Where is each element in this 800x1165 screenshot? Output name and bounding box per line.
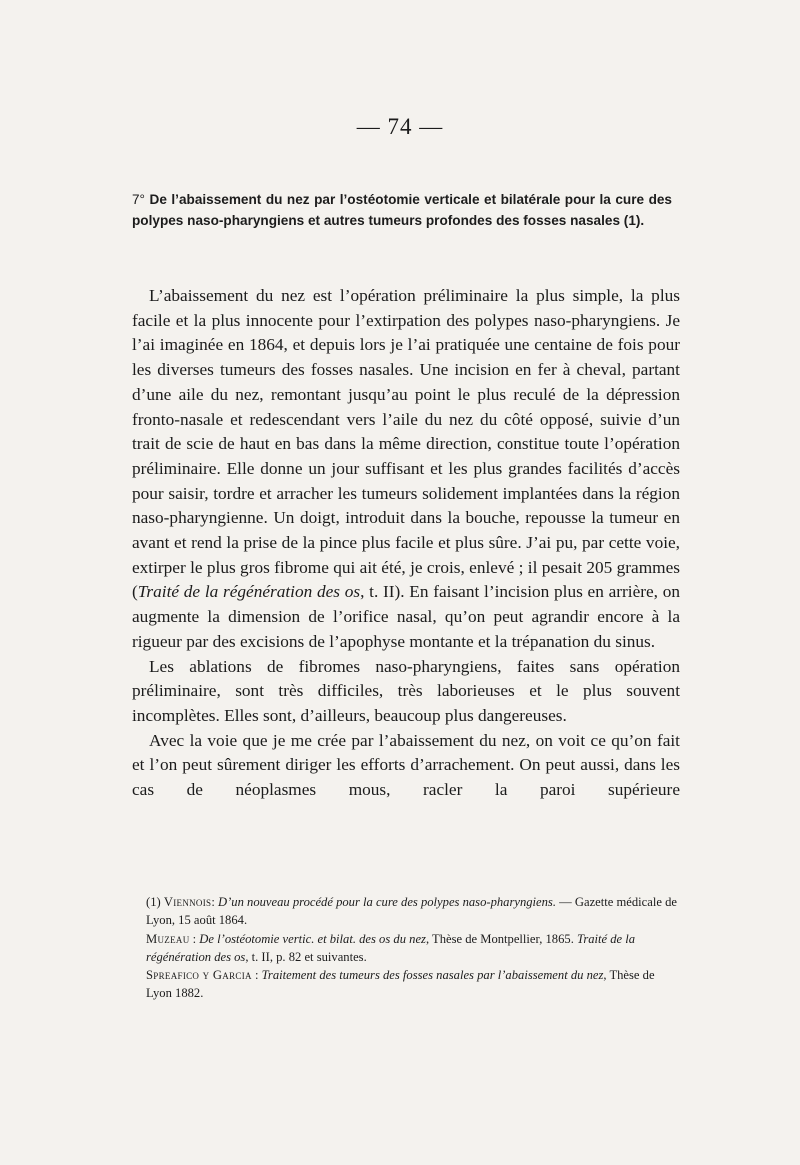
footnote-2-title: De l’ostéotomie vertic. et bilat. des os du nez xyxy=(199,931,426,946)
body-text xyxy=(132,284,680,803)
paragraph-1-end: , t. II). En faisant l’incision plus en arrière, on augmente la dimension de l’orifice nasal, qu’on peut agrandir encore à la rigueur par des excisions de l’apophyse montante et la trépanation du sinus. xyxy=(132,582,680,651)
footnote-2-rest: , Thèse de Montpellier, 1865. xyxy=(425,931,574,946)
footnotes xyxy=(146,893,680,1003)
paragraph-2: Les ablations de fibromes naso-pharyngiens, faites sans opération préliminaire, sont très difficiles, très laborieuses et le plus souvent incomplètes. Elles sont, d’ailleurs, beaucoup plus dangereuses. xyxy=(132,656,680,725)
paragraph-1-citation: Traité de la régénération des os xyxy=(137,582,361,602)
footnote-3-title: Traité de la régénération des os xyxy=(146,931,636,964)
footnote-1-rest: — Gazette médicale de Lyon, 15 août 1864. xyxy=(146,895,677,928)
footnote-2-author: Muzeau xyxy=(146,931,190,946)
footnote-1-title: D’un nouveau procédé pour la cure des polypes naso-pharyngiens. xyxy=(218,895,556,909)
footnote-1-marker: (1) xyxy=(146,895,161,909)
page-number: — 74 — xyxy=(356,114,444,139)
footnote-2: Muzeau : De l’ostéotomie vertic. et bilat. des os du nez, Thèse de Montpellier, 1865. Traité de la régénération des os, t. II, p. 82 et suivantes. xyxy=(146,931,636,964)
section-heading xyxy=(132,189,672,231)
footnote-1-author: Viennois xyxy=(163,895,212,909)
paragraph-1 xyxy=(132,284,680,655)
footnote-3-rest: , t. II, p. 82 et suivantes. xyxy=(245,949,367,964)
heading-number: 7° xyxy=(132,192,145,207)
footnote-1: (1) Viennois: D’un nouveau procédé pour la cure des polypes naso-pharyngiens. — Gazette médicale de Lyon, 15 août 1864. xyxy=(146,895,677,928)
footnote-4-title: Traitement des tumeurs des fosses nasales par l’abaissement du nez xyxy=(261,968,604,983)
footnote-4: Spreafico y Garcia : Traitement des tumeurs des fosses nasales par l’abaissement du nez, Thèse de Lyon 1882. xyxy=(146,968,655,1001)
heading-text: De l’abaissement du nez par l’ostéotomie verticale et bilatérale pour la cure des polypes naso-pharyngiens et autres tumeurs profondes des fosses nasales (1). xyxy=(132,192,672,228)
footnote-4-rest: , Thèse de Lyon 1882. xyxy=(146,968,655,1001)
paragraph-1-start: L’abaissement du nez est l’opération préliminaire la plus simple, la plus facile et la plus innocente pour l’extirpation des polypes naso-pharyngiens. Je l’ai imaginée en 1864, et depuis lors je l’ai pratiquée une centaine de fois pour les diverses tumeurs des fosses nasales. Une incision en fer à cheval, partant d’une aile du nez, remontant jusqu’au point le plus reculé de la dépression fronto-nasale et redescendant vers l’aile du nez du côté opposé, suivie d’un trait de scie de haut en bas dans la même direction, constitue toute l’opération préliminaire. Elle donne un jour suffisant et les plus grandes facilités d’accès pour saisir, tordre et arracher les tumeurs solidement implantées dans la région naso-pharyngienne. Un doigt, introduit dans la bouche, repousse la tumeur en avant et rend la prise de la pince plus facile et plus sûre. J’ai pu, par cette voie, extirper le plus gros fibrome qui ait été, je crois, enlevé ; il pesait 205 grammes ( xyxy=(132,286,680,602)
footnote-4-author: Spreafico y Garcia xyxy=(146,968,252,983)
paragraph-3: Avec la voie que je me crée par l’abaissement du nez, on voit ce qu’on fait et l’on peut sûrement diriger les efforts d’arrachement. On peut aussi, dans les cas de néoplasmes mous, racler la paroi supérieure xyxy=(132,730,680,800)
